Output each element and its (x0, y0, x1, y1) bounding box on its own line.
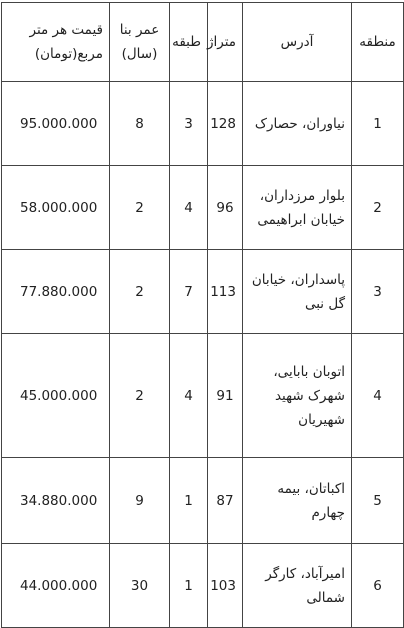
table-row (2, 250, 404, 334)
header-row (2, 3, 404, 82)
cell-age: 30 (110, 544, 170, 628)
header-price (2, 3, 110, 82)
cell-area: 113 (208, 250, 243, 334)
table-row (2, 82, 404, 166)
cell-age: 2 (110, 166, 170, 250)
cell-address: اکباتان، بیمه چهارم (243, 458, 352, 544)
cell-age: 8 (110, 82, 170, 166)
cell-price: 58.000.000 (2, 166, 110, 250)
cell-address: اتوبان بابایی، شهرک شهید شهیریان (243, 334, 352, 458)
cell-region: 4 (352, 334, 404, 458)
cell-price: 34.880.000 (2, 458, 110, 544)
cell-price: 45.000.000 (2, 334, 110, 458)
table-row (2, 166, 404, 250)
table-row (2, 334, 404, 458)
cell-age: 2 (110, 250, 170, 334)
cell-region: 2 (352, 166, 404, 250)
cell-area: 103 (208, 544, 243, 628)
cell-area: 128 (208, 82, 243, 166)
cell-region: 3 (352, 250, 404, 334)
cell-area: 96 (208, 166, 243, 250)
cell-address: امیرآباد، کارگر شمالی (243, 544, 352, 628)
header-price-line2: مربع(تومان) (34, 46, 103, 62)
cell-region: 6 (352, 544, 404, 628)
cell-address: نیاوران، حصارک (243, 82, 352, 166)
cell-region: 1 (352, 82, 404, 166)
property-prices-table (1, 2, 404, 628)
cell-age: 2 (110, 334, 170, 458)
cell-area: 87 (208, 458, 243, 544)
cell-price: 44.000.000 (2, 544, 110, 628)
cell-age: 9 (110, 458, 170, 544)
header-price-line1: قیمت هر متر (29, 22, 103, 38)
header-region: منطقه (352, 3, 404, 82)
header-age (110, 3, 170, 82)
header-floor: طبقه (170, 3, 208, 82)
cell-floor: 7 (170, 250, 208, 334)
cell-floor: 1 (170, 458, 208, 544)
cell-area: 91 (208, 334, 243, 458)
cell-floor: 4 (170, 334, 208, 458)
cell-address: بلوار مرزداران، خیابان ابراهیمی (243, 166, 352, 250)
table-row (2, 458, 404, 544)
cell-price: 77.880.000 (2, 250, 110, 334)
header-address: آدرس (243, 3, 352, 82)
cell-address: پاسداران، خیابان گل نبی (243, 250, 352, 334)
header-age-line2: (سال) (121, 46, 158, 62)
cell-price: 95.000.000 (2, 82, 110, 166)
cell-floor: 1 (170, 544, 208, 628)
cell-region: 5 (352, 458, 404, 544)
cell-floor: 3 (170, 82, 208, 166)
header-area: متراژ (208, 3, 243, 82)
header-age-line1: عمر بنا (119, 22, 160, 38)
table-row (2, 544, 404, 628)
cell-floor: 4 (170, 166, 208, 250)
